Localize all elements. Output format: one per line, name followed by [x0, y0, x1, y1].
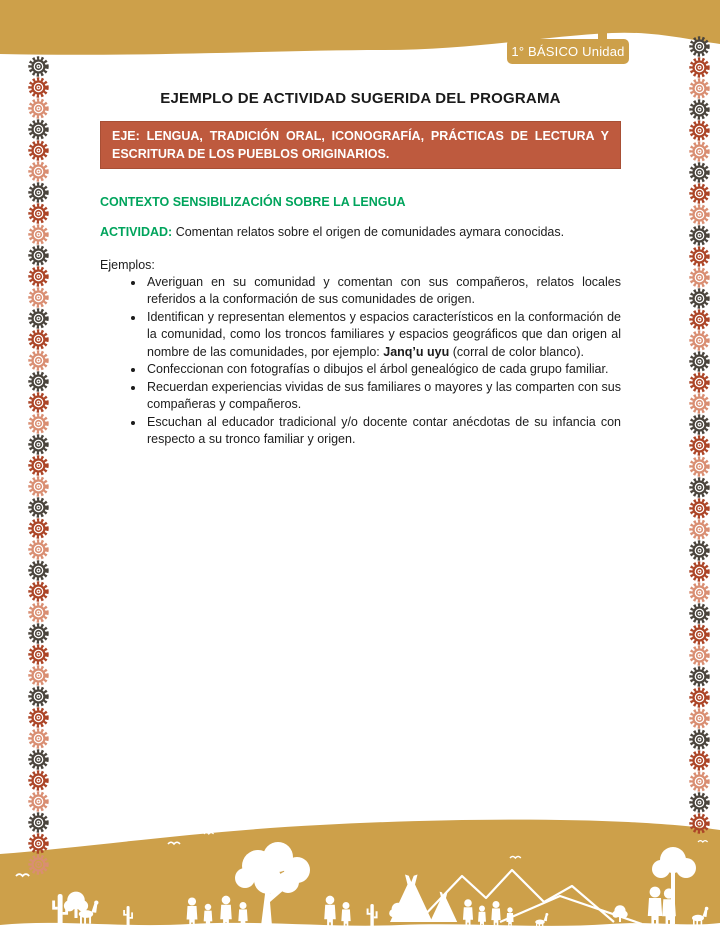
gear-rosette-icon: [689, 624, 710, 645]
gear-rosette-icon: [28, 812, 49, 833]
gear-rosette-icon: [28, 749, 49, 770]
gear-rosette-icon: [689, 309, 710, 330]
gear-rosette-icon: [689, 288, 710, 309]
gear-rosette-icon: [689, 813, 710, 834]
actividad-text: Comentan relatos sobre el origen de comunidades aymara conocidas.: [172, 225, 565, 240]
gear-rosette-icon: [689, 120, 710, 141]
eje-banner: EJE: LENGUA, TRADICIÓN ORAL, ICONOGRAFÍA, PRÁCTICAS DE LECTURA Y ESCRITURA DE LOS PUEBLOS ORIGINARIOS.: [100, 121, 621, 169]
gear-rosette-icon: [28, 476, 49, 497]
gear-rosette-icon: [28, 854, 49, 875]
gear-rosette-icon: [689, 57, 710, 78]
gear-rosette-icon: [689, 351, 710, 372]
gear-rosette-icon: [28, 77, 49, 98]
gear-rosette-icon: [28, 560, 49, 581]
gear-rosette-icon: [689, 729, 710, 750]
gear-rosette-icon: [28, 623, 49, 644]
bullet-text: Janq’u uyu: [383, 344, 450, 359]
gear-rosette-icon: [689, 771, 710, 792]
gear-rosette-icon: [689, 540, 710, 561]
main-content: [100, 90, 621, 449]
gear-rosette-icon: [28, 392, 49, 413]
gear-rosette-icon: [689, 645, 710, 666]
actividad-label: ACTIVIDAD:: [100, 225, 173, 240]
bullet-item: [145, 379, 621, 414]
gear-rosette-icon: [689, 603, 710, 624]
bullet-text: Confeccionan con fotografías o dibujos el árbol genealógico de cada grupo familiar.: [147, 362, 609, 377]
unit-badge: 1° BÁSICO Unidad 3: [507, 39, 629, 64]
examples-list: [100, 274, 621, 449]
gear-rosette-icon: [28, 203, 49, 224]
bullet-item: [145, 309, 621, 362]
bullet-item: [145, 361, 621, 379]
gear-rosette-icon: [689, 162, 710, 183]
gear-rosette-icon: [28, 665, 49, 686]
bullet-text: Averiguan en su comunidad y comentan con sus compañeros, relatos locales referidos a la conformación de sus comunidades de origen.: [147, 274, 621, 307]
gear-rosette-icon: [28, 119, 49, 140]
actividad-line: [100, 224, 621, 242]
page-title: EJEMPLO DE ACTIVIDAD SUGERIDA DEL PROGRAMA: [160, 90, 561, 107]
gear-rosette-icon: [689, 414, 710, 435]
gear-rosette-icon: [28, 266, 49, 287]
contexto-heading: CONTEXTO SENSIBILIZACIÓN SOBRE LA LENGUA: [100, 195, 406, 210]
gear-rosette-icon: [28, 56, 49, 77]
gear-rosette-icon: [28, 350, 49, 371]
bottom-band-fill: [0, 820, 720, 932]
gear-rosette-icon: [28, 413, 49, 434]
gear-rosette-icon: [28, 686, 49, 707]
gear-rosette-icon: [689, 204, 710, 225]
gear-rosette-icon: [689, 183, 710, 204]
gear-rosette-icon: [689, 687, 710, 708]
gear-rosette-icon: [28, 245, 49, 266]
bullet-text: Recuerdan experiencias vividas de sus familiares o mayores y las comparten con sus compañeras y compañeros.: [147, 379, 621, 412]
gear-rosette-icon: [28, 98, 49, 119]
gear-rosette-icon: [28, 497, 49, 518]
gear-rosette-icon: [689, 666, 710, 687]
gear-rosette-icon: [28, 329, 49, 350]
gear-rosette-icon: [689, 519, 710, 540]
gear-rosette-icon: [689, 561, 710, 582]
gear-rosette-icon: [28, 224, 49, 245]
bullet-text: (corral de color blanco).: [449, 344, 585, 359]
gear-rosette-icon: [28, 371, 49, 392]
gear-rosette-icon: [689, 225, 710, 246]
gear-rosette-icon: [28, 182, 49, 203]
gear-rosette-icon: [28, 644, 49, 665]
left-ornament-border: [28, 56, 49, 875]
gear-rosette-icon: [689, 582, 710, 603]
gear-rosette-icon: [689, 456, 710, 477]
gear-rosette-icon: [689, 267, 710, 288]
bullet-text: Escuchan al educador tradicional y/o docente contar anécdotas de su infancia con respecto a su tronco familiar y origen.: [147, 414, 621, 447]
gear-rosette-icon: [689, 792, 710, 813]
gear-rosette-icon: [28, 581, 49, 602]
bottom-band: [0, 818, 720, 932]
gear-rosette-icon: [689, 246, 710, 267]
bullet-item: [145, 414, 621, 449]
right-ornament-border: [689, 36, 710, 834]
gear-rosette-icon: [28, 308, 49, 329]
gear-rosette-icon: [28, 707, 49, 728]
gear-rosette-icon: [28, 434, 49, 455]
gear-rosette-icon: [689, 708, 710, 729]
gear-rosette-icon: [28, 287, 49, 308]
gear-rosette-icon: [689, 372, 710, 393]
gear-rosette-icon: [689, 435, 710, 456]
gear-rosette-icon: [28, 539, 49, 560]
gear-rosette-icon: [689, 477, 710, 498]
gear-rosette-icon: [689, 36, 710, 57]
gear-rosette-icon: [28, 791, 49, 812]
gear-rosette-icon: [689, 330, 710, 351]
gear-rosette-icon: [689, 750, 710, 771]
gear-rosette-icon: [28, 455, 49, 476]
gear-rosette-icon: [689, 141, 710, 162]
gear-rosette-icon: [28, 833, 49, 854]
gear-rosette-icon: [28, 602, 49, 623]
gear-rosette-icon: [28, 161, 49, 182]
gear-rosette-icon: [28, 728, 49, 749]
gear-rosette-icon: [689, 78, 710, 99]
gear-rosette-icon: [689, 393, 710, 414]
bullet-text: Identifican y representan elementos y espacios característicos en la conformación de la comunidad, como los troncos familiares y espacios geográficos que dan origen al nombre de las comunidades, por ejemplo:: [147, 309, 621, 359]
gear-rosette-icon: [689, 498, 710, 519]
gear-rosette-icon: [28, 518, 49, 539]
gear-rosette-icon: [28, 770, 49, 791]
ejemplos-label: Ejemplos:: [100, 257, 155, 272]
gear-rosette-icon: [689, 99, 710, 120]
gear-rosette-icon: [28, 140, 49, 161]
bullet-item: [145, 274, 621, 309]
